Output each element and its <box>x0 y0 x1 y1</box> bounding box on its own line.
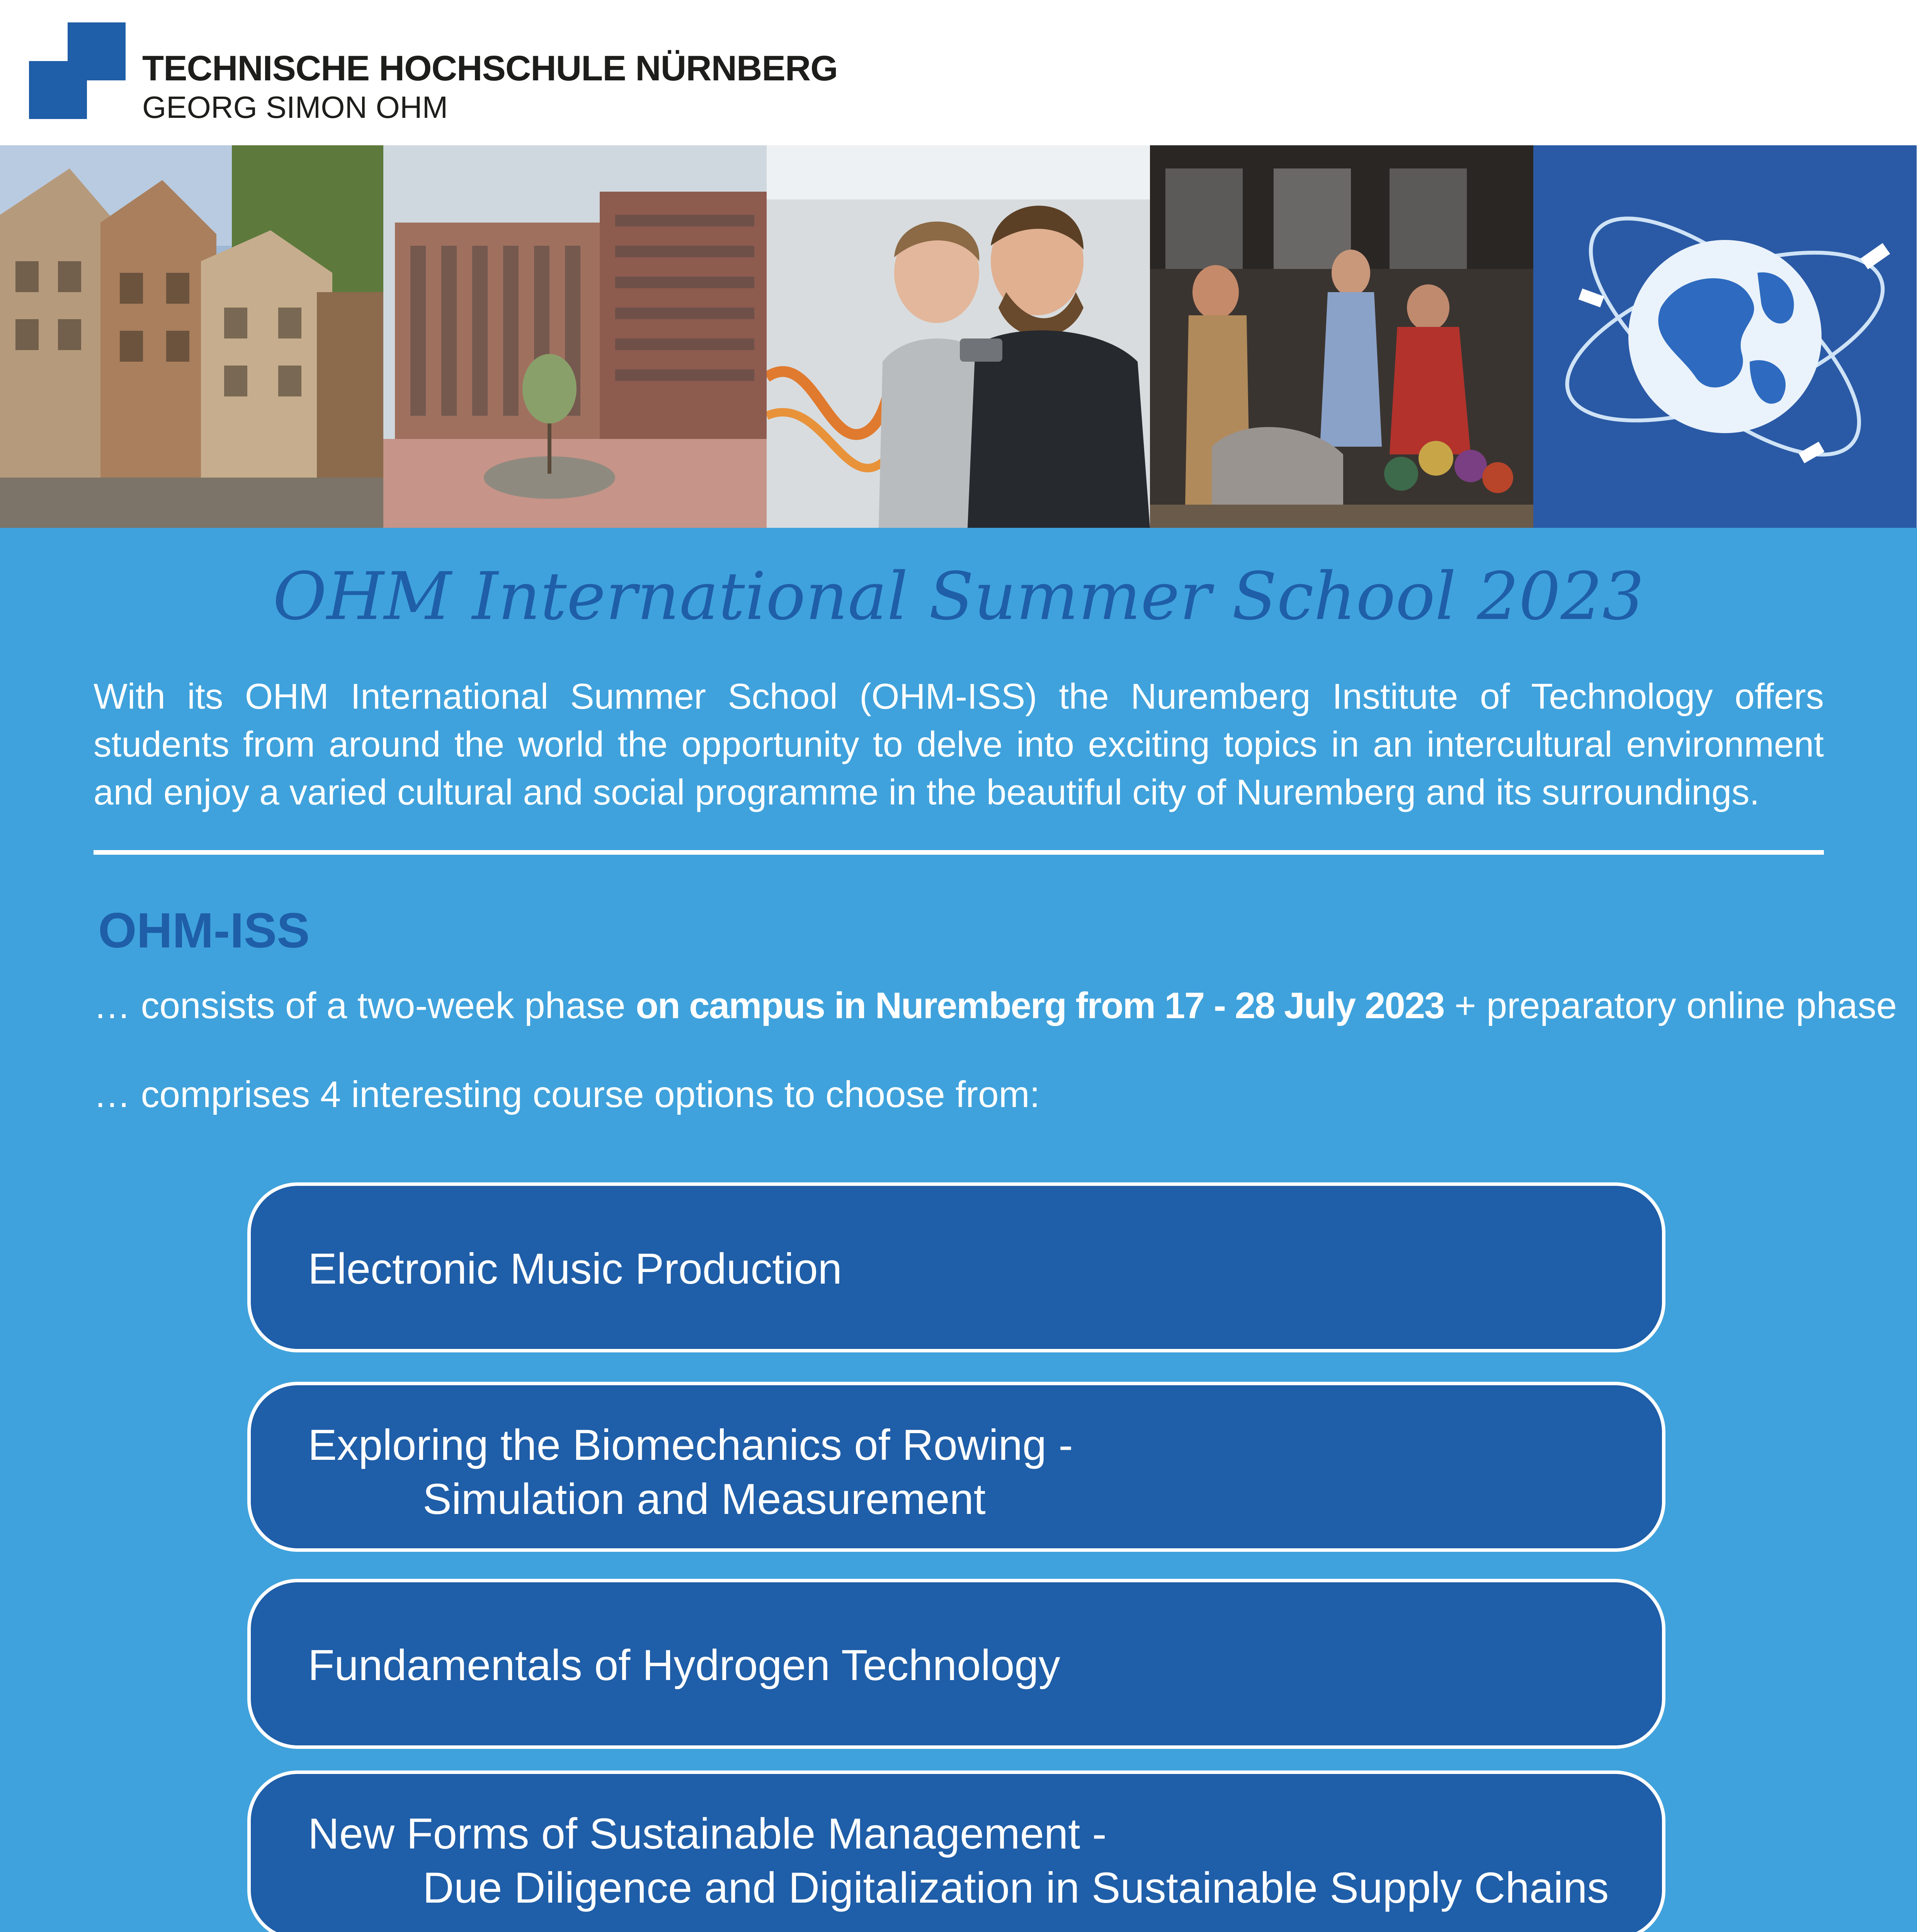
photo-bowling <box>1150 145 1533 528</box>
course-title: Fundamentals of Hydrogen Technology <box>308 1641 1060 1689</box>
photo-strip <box>0 145 1917 528</box>
course-subtitle: Due Diligence and Digitalization in Sustainable Supply Chains <box>423 1864 1609 1912</box>
th-logo-icon <box>29 22 126 119</box>
photo-students <box>767 145 1150 528</box>
course-card-3[interactable] <box>247 1579 1665 1749</box>
intro-paragraph: With its OHM International Summer School (OHM-ISS) the Nuremberg Institute of Technology offers students from around the world the opportunity to delve into exciting topics in an intercultural environment and enjoy a varied cultural and social programme in the beautiful city of Nuremberg and its surroundings. <box>94 676 1824 812</box>
university-subtitle: GEORG SIMON OHM <box>142 90 448 124</box>
course-title: Electronic Music Production <box>308 1245 842 1293</box>
point-consists-tail: + preparatory online phase <box>1444 985 1897 1026</box>
point-consists-text: … consists of a two-week phase <box>94 985 636 1026</box>
photo-globe <box>1533 145 1917 528</box>
section-title: OHM-ISS <box>98 903 310 958</box>
course-card-1[interactable] <box>247 1182 1665 1352</box>
course-title: New Forms of Sustainable Management - <box>308 1810 1107 1858</box>
university-name: TECHNISCHE HOCHSCHULE NÜRNBERG <box>142 49 838 88</box>
point-comprises: … comprises 4 interesting course options to choose from: <box>94 1074 1040 1115</box>
photo-old-town <box>0 145 383 528</box>
point-consists <box>94 985 1897 1027</box>
course-subtitle: Simulation and Measurement <box>423 1475 986 1523</box>
course-card-4[interactable] <box>247 1770 1665 1932</box>
course-card-2[interactable] <box>247 1382 1665 1552</box>
photo-campus <box>383 145 767 528</box>
divider-top <box>94 850 1824 855</box>
header <box>0 0 1917 145</box>
course-title: Exploring the Biomechanics of Rowing - <box>308 1421 1073 1469</box>
point-consists-bold: on campus in Nuremberg from 17 - 28 July 2023 <box>636 985 1444 1026</box>
page-title: OHM International Summer School 2023 <box>273 558 1644 635</box>
